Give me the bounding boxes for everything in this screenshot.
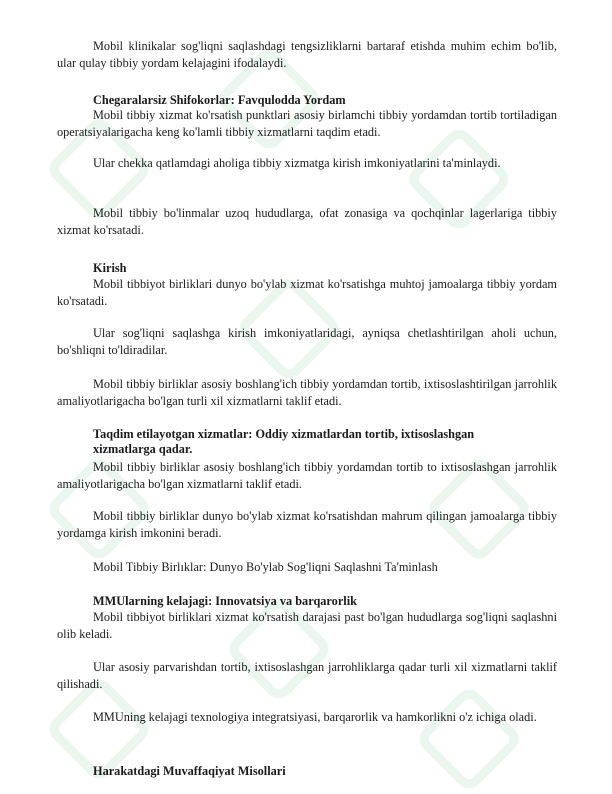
paragraph: Mobil Tibbiy Birlıklar: Dunyo Bo'ylab Sog'liqni Saqlashni Ta'minlash	[93, 560, 438, 574]
paragraph: Ular asosiy parvarishdan tortib, ixtisoslashgan jarrohliklarga qadar turli xil xizmatlarni taklif qilishadi.	[57, 660, 557, 691]
paragraph: Mobil tibbiy birliklar asosiy boshlang'ich tibbiy yordamdan tortib, ixtisoslashtirilgan jarrohlik amaliyotlarigacha bo'lgan turli xil xizmatlarni taklif etadi.	[57, 377, 557, 408]
paragraph: Mobil tibbiy xizmat ko'rsatish punktlari asosiy birlamchi tibbiy yordamdan tortib tortiladigan operatsiyalarigacha keng ko'lamli tibbiy xizmatlarni taqdim etadi.	[57, 108, 557, 139]
paragraph: Ular sog'liqni saqlashga kirish imkoniyatlaridagi, ayniqsa chetlashtirilgan aholi uchun, bo'shliqni to'ldiradilar.	[57, 326, 557, 357]
paragraph: Mobil tibbiyot birliklari dunyo bo'ylab xizmat ko'rsatishga muhtoj jamoalarga tibbiy yordam ko'rsatadi.	[57, 277, 557, 308]
section-heading: Taqdim etilayotgan xizmatlar: Oddiy xizmatlardan tortib, ixtisoslashgan xizmatlarga qadar.	[93, 427, 475, 456]
paragraph: Ular chekka qatlamdagi aholiga tibbiy xizmatga kirish imkoniyatlarini ta'minlaydi.	[93, 156, 501, 170]
section-heading: MMUlarning kelajagi: Innovatsiya va barqarorlik	[93, 594, 357, 608]
section-heading: Kirish	[93, 261, 127, 275]
paragraph: Mobil tibbiy birliklar asosiy boshlang'ich tibbiy yordamdan tortib to ixtisoslashgan jarrohlik amaliyotlarigacha bo'lgan xizmatlarni taklif etadi.	[57, 460, 557, 491]
section-heading: Harakatdagi Muvaffaqiyat Misollari	[93, 764, 286, 778]
paragraph: Mobil tibbiy bo'linmalar uzoq hududlarga, ofat zonasiga va qochqinlar lagerlariga tibbiy xizmat ko'rsatadi.	[57, 206, 557, 237]
paragraph: MMUning kelajagi texnologiya integratsiyasi, barqarorlik va hamkorlikni o'z ichiga oladi.	[93, 710, 537, 724]
paragraph: Mobil klinikalar sog'liqni saqlashdagi tengsizliklarni bartaraf etishda muhim echim bo'lib, ular qulay tibbiy yordam kelajagini ifodalaydi.	[57, 39, 557, 70]
paragraph: Mobil tibbiy birliklar dunyo bo'ylab xizmat ko'rsatishdan mahrum qilingan jamoalarga tibbiy yordamga kirish imkonini beradi.	[57, 509, 557, 540]
section-heading: Chegaralarsiz Shifokorlar: Favqulodda Yordam	[93, 93, 346, 107]
paragraph: Mobil tibbiyot birliklari xizmat ko'rsatish darajasi past bo'lgan hududlarga sog'liqni saqlashni olib keladi.	[57, 610, 557, 641]
